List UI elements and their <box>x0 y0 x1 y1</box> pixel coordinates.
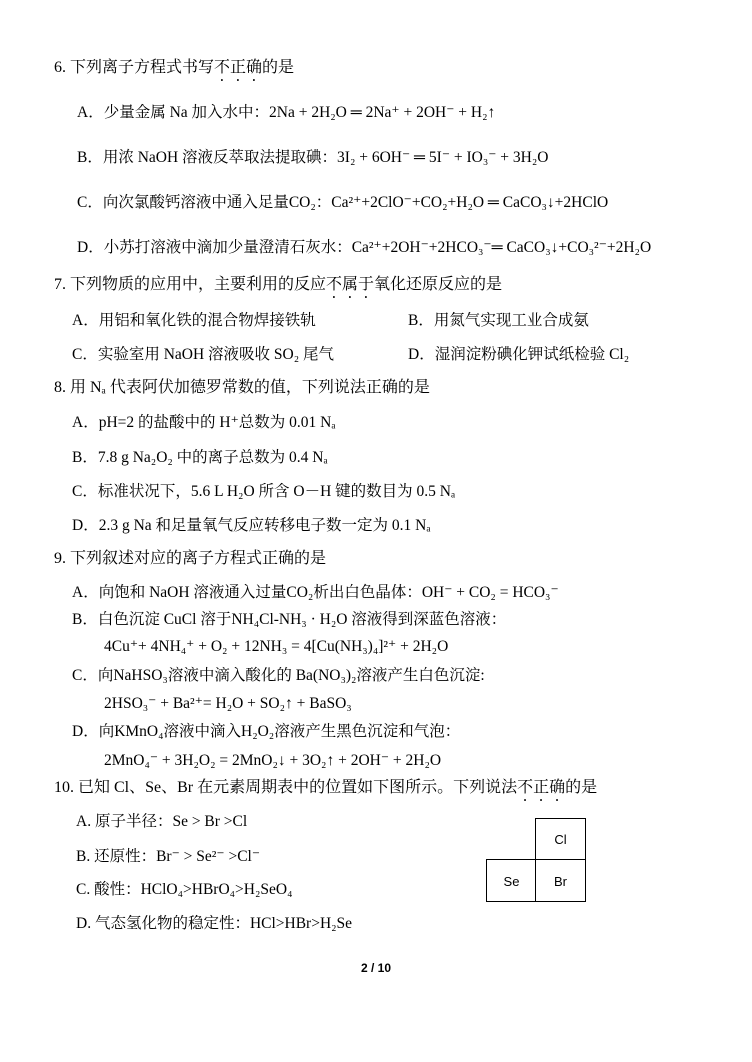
question-7-stem <box>54 275 502 302</box>
q6-stem-pre: 6. 下列离子方程式书写 <box>54 59 215 76</box>
question-8-stem: 8. 用 Nₐ 代表阿伏加德罗常数的值，下列说法正确的是 <box>54 379 430 396</box>
page-number: 2 / 10 <box>360 961 392 975</box>
q8-option-d: D．2.3 g Na 和足量氧气反应转移电子数一定为 0.1 Nₐ <box>72 517 431 534</box>
q6-stem-post: 的是 <box>262 59 295 76</box>
q7-option-b: B．用氮气实现工业合成氨 <box>408 312 589 329</box>
cell-br: Br <box>535 859 586 902</box>
cell-cl: Cl <box>535 818 586 860</box>
q7-option-d: D．湿润淀粉碘化钾试纸检验 Cl₂ <box>408 346 630 363</box>
q10-option-d: D. 气态氢化物的稳定性：HCl>HBr>H₂Se <box>76 915 353 932</box>
q7-stem-emphasis: 不属于 <box>326 276 375 293</box>
q6-option-d: D．小苏打溶液中滴加少量澄清石灰水：Ca²⁺+2OH⁻+2HCO₃⁻═ CaCO₃↓+CO₃²⁻+2H₂O <box>77 239 652 256</box>
q7-option-c: C．实验室用 NaOH 溶液吸收 SO₂ 尾气 <box>72 346 335 363</box>
q9-option-a: A．向饱和 NaOH 溶液通入过量CO₂析出白色晶体：OH⁻ + CO₂ = HCO₃⁻ <box>72 584 559 601</box>
q6-stem-emphasis: 不正确 <box>214 59 263 76</box>
q6-option-b: B．用浓 NaOH 溶液反萃取法提取碘：3I₂ + 6OH⁻ ═ 5I⁻ + IO₃⁻ + 3H₂O <box>77 149 549 166</box>
cell-se: Se <box>486 859 536 902</box>
q6-option-a: A．少量金属 Na 加入水中：2Na + 2H₂O ═ 2Na⁺ + 2OH⁻ + H₂↑ <box>77 104 496 121</box>
q8-option-b: B．7.8 g Na₂O₂ 中的离子总数为 0.4 Nₐ <box>72 449 328 466</box>
q9-option-c: C．向NaHSO₃溶液中滴入酸化的 Ba(NO₃)₂溶液产生白色沉淀: <box>72 667 485 684</box>
q10-option-b: B. 还原性：Br⁻ > Se²⁻ >Cl⁻ <box>76 848 261 865</box>
q10-option-a: A. 原子半径：Se > Br >Cl <box>76 813 248 830</box>
q6-option-c: C．向次氯酸钙溶液中通入足量CO₂：Ca²⁺+2ClO⁻+CO₂+H₂O ═ CaCO₃↓+2HClO <box>77 194 609 211</box>
q7-stem-post: 氧化还原反应的是 <box>374 276 503 293</box>
q9-option-d-equation: 2MnO₄⁻ + 3H₂O₂ = 2MnO₂↓ + 3O₂↑ + 2OH⁻ + 2H₂O <box>104 752 442 769</box>
question-6-stem <box>54 58 294 85</box>
q7-stem-pre: 7. 下列物质的应用中，主要利用的反应 <box>54 276 327 293</box>
q10-stem-post: 的是 <box>565 779 598 796</box>
q9-option-c-equation: 2HSO₃⁻ + Ba²⁺= H₂O + SO₂↑ + BaSO₃ <box>104 695 352 712</box>
q7-option-a: A．用铝和氧化铁的混合物焊接铁轨 <box>72 312 316 329</box>
q10-stem-pre: 10. 已知 Cl、Se、Br 在元素周期表中的位置如下图所示。下列说法 <box>54 779 518 796</box>
q9-option-b: B．白色沉淀 CuCl 溶于NH₄Cl-NH₃ · H₂O 溶液得到深蓝色溶液： <box>72 611 507 628</box>
q8-option-a: A．pH=2 的盐酸中的 H⁺总数为 0.01 Nₐ <box>72 414 336 431</box>
q10-option-c: C. 酸性：HClO₄>HBrO₄>H₂SeO₄ <box>76 881 293 898</box>
q8-option-c: C．标准状况下，5.6 L H₂O 所含 O－H 键的数目为 0.5 Nₐ <box>72 483 456 500</box>
q9-option-b-equation: 4Cu⁺+ 4NH₄⁺ + O₂ + 12NH₃ = 4[Cu(NH₃)₄]²⁺ + 2H₂O <box>104 638 449 655</box>
question-10-stem <box>54 778 597 805</box>
q9-option-d: D．向KMnO₄溶液中滴入H₂O₂溶液产生黑色沉淀和气泡： <box>72 723 461 740</box>
q10-stem-emphasis: 不正确 <box>517 779 566 796</box>
periodic-table-fragment <box>486 818 586 902</box>
question-9-stem: 9. 下列叙述对应的离子方程式正确的是 <box>54 550 327 567</box>
